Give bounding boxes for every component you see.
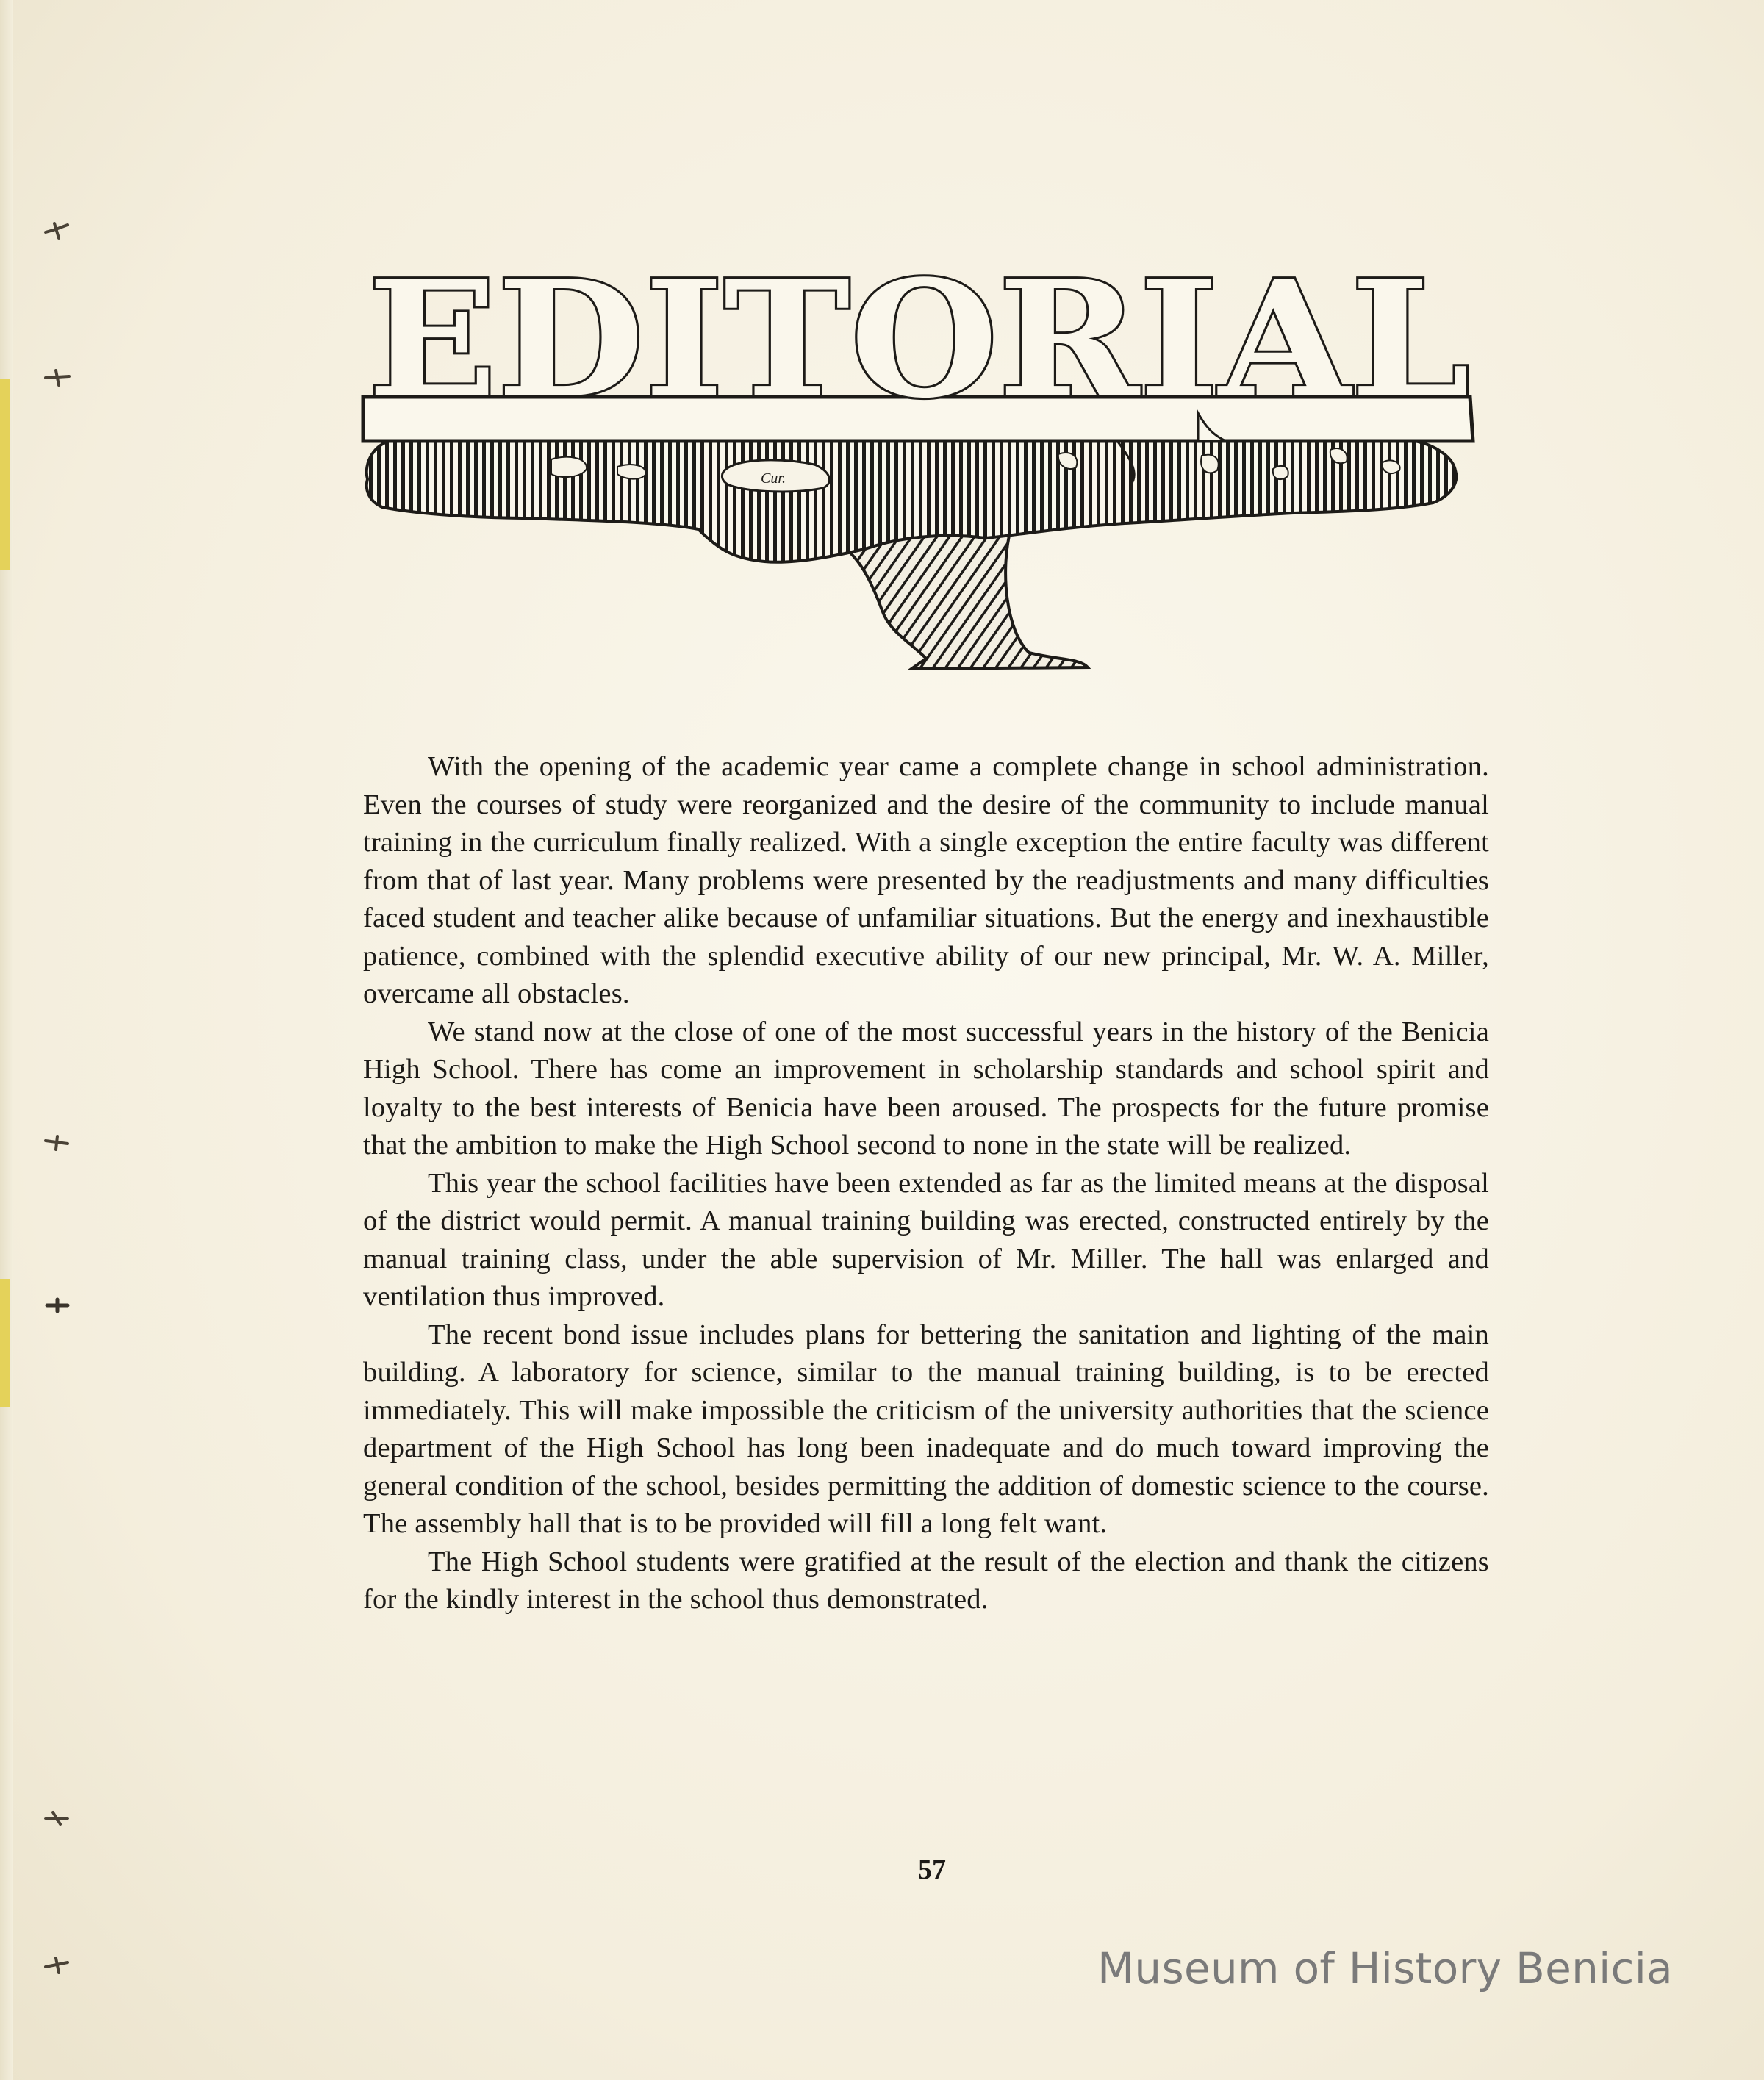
punch-hole-mark-icon — [43, 1808, 72, 1829]
binding-tape-strip — [0, 1279, 10, 1407]
canopy-carving-text: Cur. — [761, 470, 786, 487]
punch-hole-mark-icon — [43, 1295, 72, 1316]
binding-edge — [0, 0, 13, 2080]
punch-hole-mark-icon — [43, 220, 72, 241]
editorial-banner-illustration — [353, 220, 1499, 676]
article-paragraph: This year the school facilities have been extended as far as the limited means at the disposal of the district would permit. A manual training building was erected, constructed entirely by the manual training class, under the able supervision of Mr. Miller. The hall was enlarged and ventilation thus improved. — [363, 1167, 1489, 1312]
article-paragraph: With the opening of the academic year came a complete change in school administration. Even the courses of study were reorganized and the desire of the community to include manual training in the curriculum finally realized. With a single exception the entire faculty was different from that of last year. Many problems were presented by the readjustments and many difficulties faced student and teacher alike because of unfamiliar situations. But the energy and inexhaustible patience, combined with the splendid executive ability of our new principal, Mr. W. A. Miller, overcame all obstacles. — [363, 751, 1489, 1009]
article-paragraph: We stand now at the close of one of the most successful years in the history of the Benicia High School. There has come an improvement in scholarship standards and school spirit and loyalty to the best interests of Benicia have been aroused. The prospects for the future promise that the ambition to make the High School second to none in the state will be realized. — [363, 1016, 1489, 1161]
punch-hole-mark-icon — [43, 1955, 72, 1976]
binding-tape-strip — [0, 379, 10, 570]
article-paragraph: The High School students were gratified at the result of the election and thank the citizens for the kindly interest in the school thus demonstrated. — [363, 1546, 1489, 1615]
punch-hole-mark-icon — [43, 1132, 72, 1152]
editorial-heading: EDITORIAL — [368, 245, 1470, 434]
article-paragraph: The recent bond issue includes plans for bettering the sanitation and lighting of the main building. A laboratory for science, similar to the manual training building, is to be erected immediately. This will make impossible the criticism of the university authorities that the science department of the High School has long been inadequate and do much toward improving the general condition of the school, besides permitting the addition of domestic science to the course. The assembly hall that is to be provided will fill a long felt want. — [363, 1319, 1489, 1539]
editorial-article — [363, 748, 1489, 1619]
page-number: 57 — [918, 1854, 946, 1885]
museum-watermark: Museum of History Benicia — [1097, 1943, 1673, 1993]
punch-hole-mark-icon — [43, 367, 72, 388]
